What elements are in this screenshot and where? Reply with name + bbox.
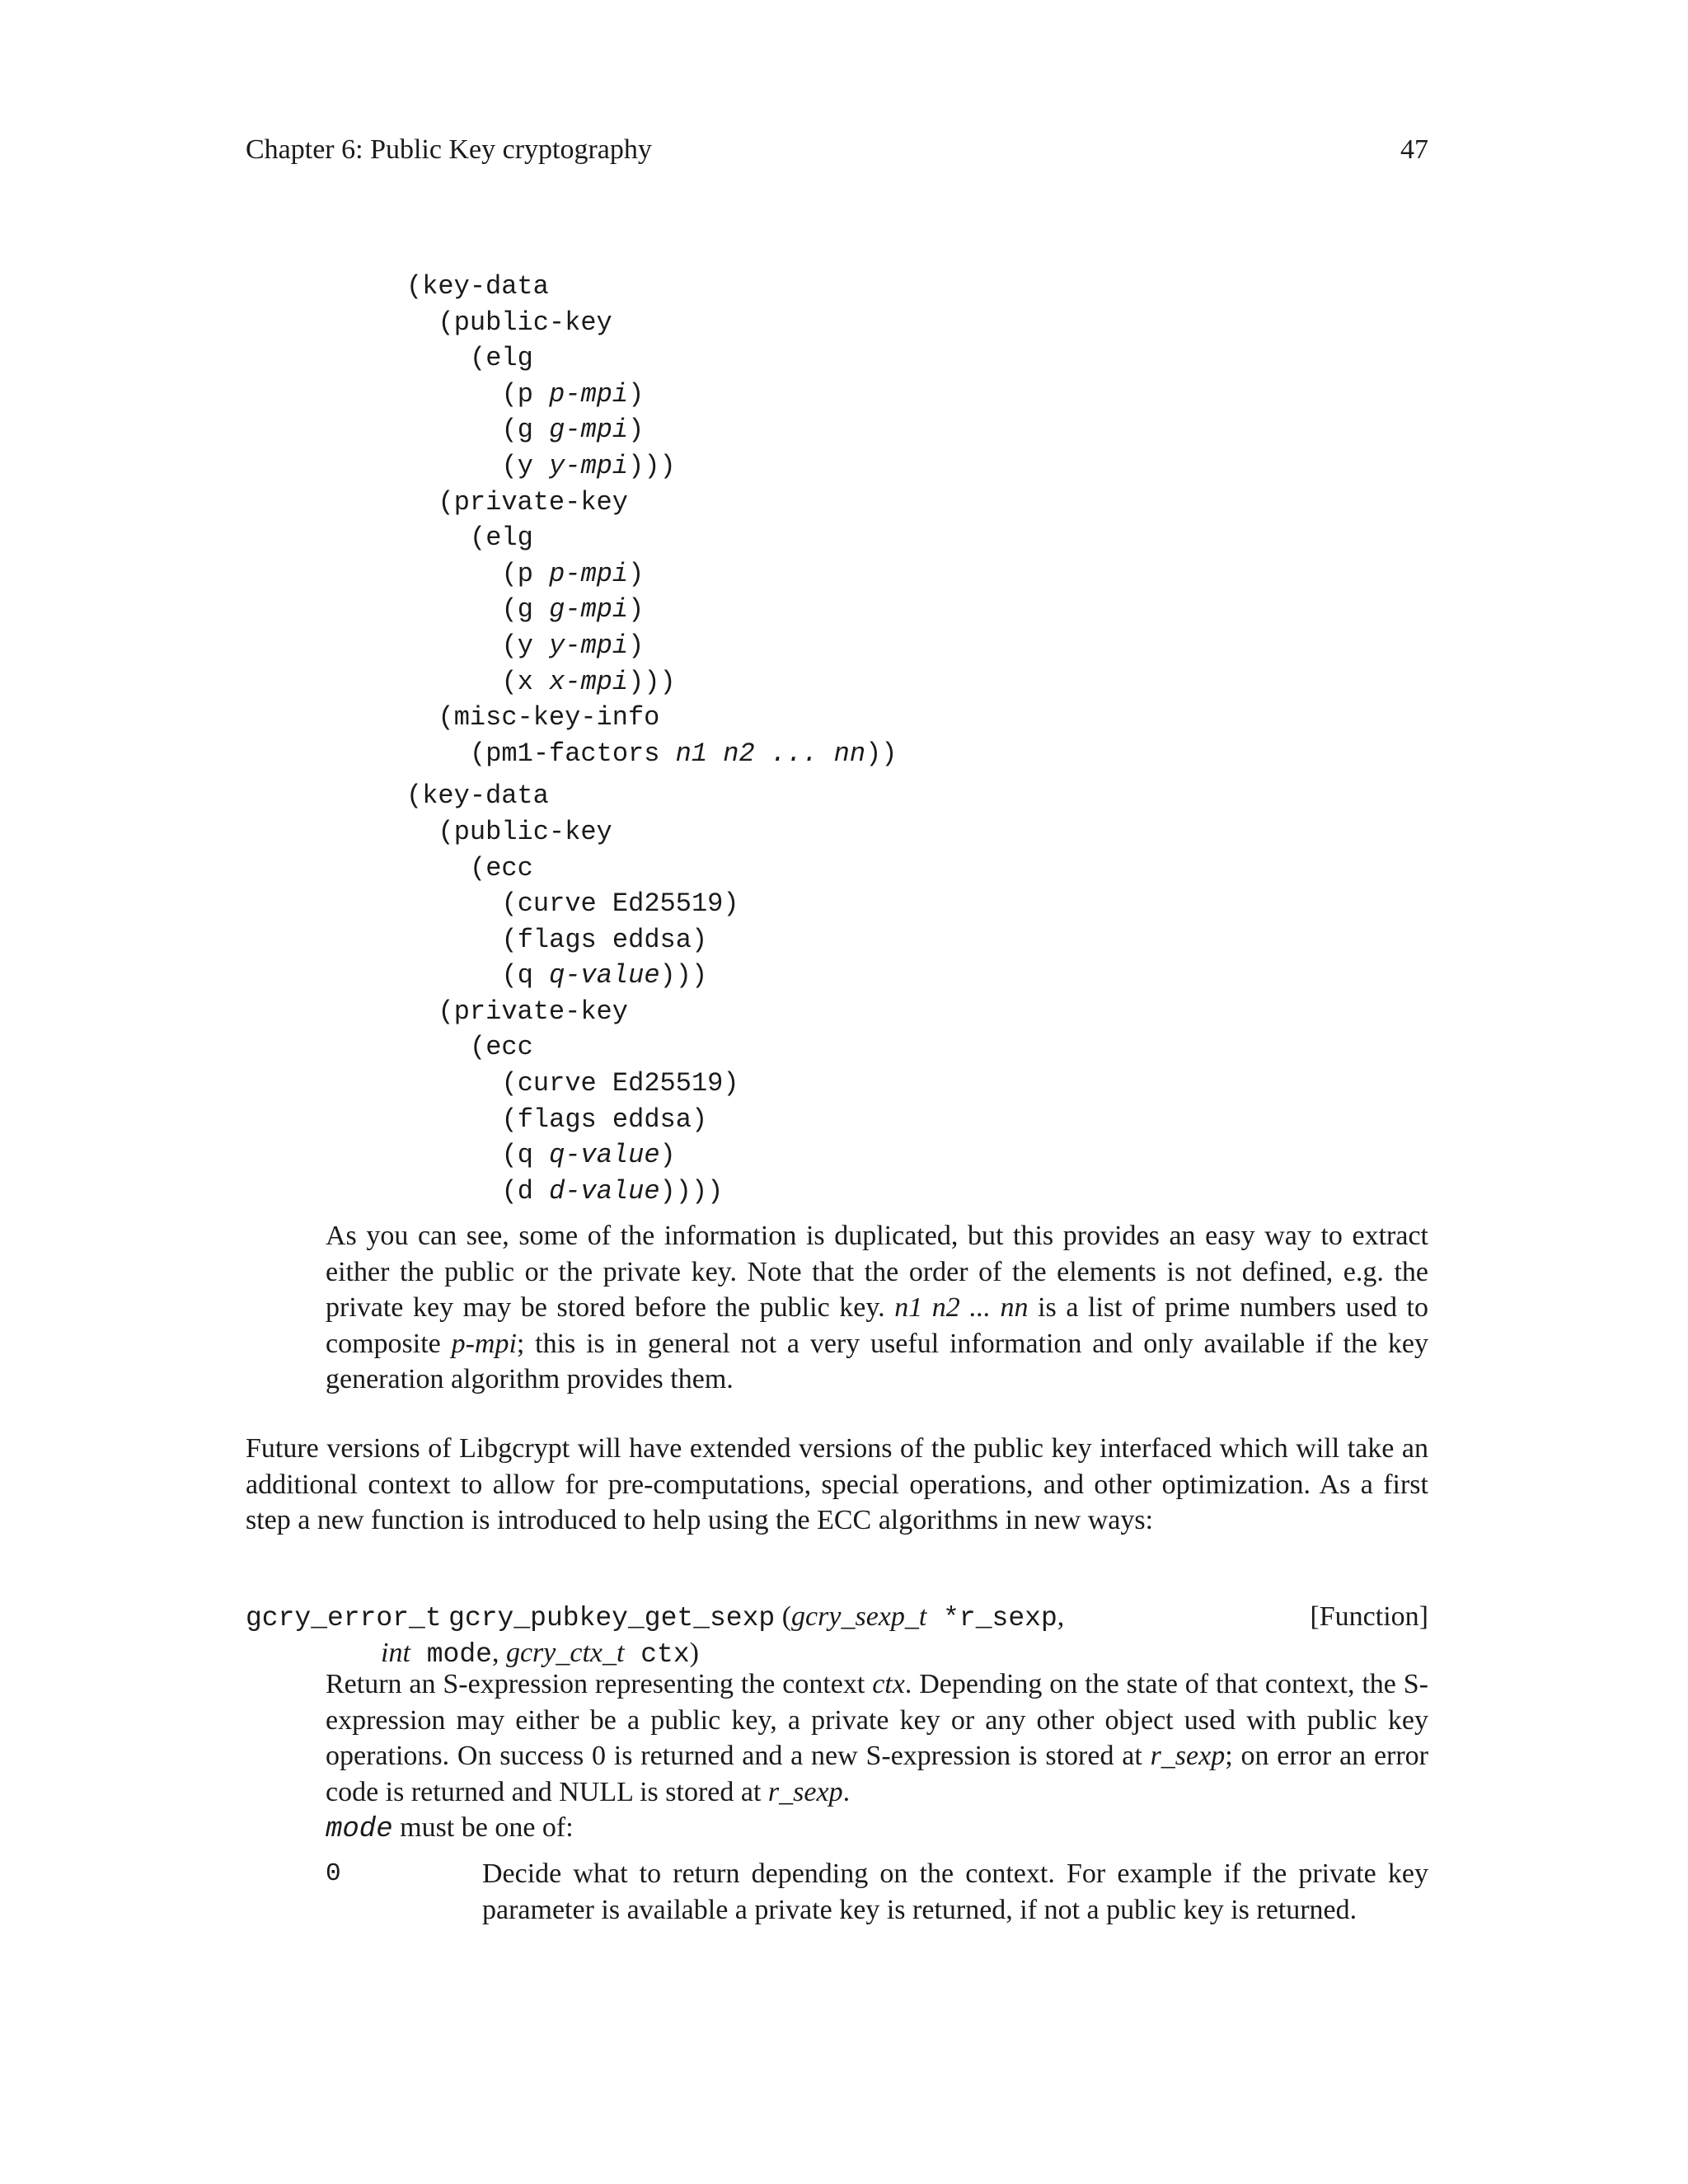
code-line xyxy=(438,700,865,736)
code-line xyxy=(502,556,929,593)
n-list-ref: n1 n2 ... nn xyxy=(894,1292,1029,1323)
ctx-ref: ctx xyxy=(872,1669,905,1699)
code-text: (public-key xyxy=(438,307,612,338)
code-placeholder: g-mpi xyxy=(549,415,629,446)
code-text: (p xyxy=(501,558,550,589)
page-number: 47 xyxy=(1400,134,1428,165)
return-type: gcry_error_t xyxy=(246,1603,442,1633)
code-closing: ))) xyxy=(659,960,708,991)
paragraph-duplication: As you can see, some of the information is duplicated, but this provides an easy way to extract either the public or the private key. Note that the order of the elements is not defined, e.g. the private key may be stored before the public key. n1 n2 ... nn is a list of prime numbers used to composite p-mpi; this is in general not a very useful information and only available if the key generation algorithm provides them. xyxy=(326,1221,1429,1394)
mode-ref: mode xyxy=(326,1814,393,1845)
code-line xyxy=(502,664,929,701)
code-text: (curve Ed25519) xyxy=(501,1068,739,1099)
arg2-name: mode xyxy=(410,1639,492,1670)
code-placeholder: p-mpi xyxy=(549,378,629,410)
code-text: (curve Ed25519) xyxy=(501,888,739,920)
code-closing: ) xyxy=(628,558,645,589)
code-example xyxy=(0,269,898,1209)
function-description: Return an S-expression representing the context ctx. Depending on the state of that context, the S-expression may either be a public key, a private key or any other object used with public key operations. On success 0 is returned and a new S-expression is stored at r_sexp; on error an error code is returned and NULL is stored at r_sexp. mode must be one of: xyxy=(326,1669,1429,1845)
code-line xyxy=(502,958,929,994)
code-line xyxy=(470,340,897,377)
function-signature: gcry_error_t gcry_pubkey_get_sexp (gcry_sexp_t *r_sexp, [Function] xyxy=(246,1599,1428,1635)
arg1-type: gcry_sexp_t xyxy=(791,1601,927,1632)
code-line xyxy=(438,485,865,521)
p-mpi-ref: p-mpi xyxy=(451,1328,517,1359)
code-text: (private-key xyxy=(438,996,628,1027)
code-line xyxy=(502,1102,929,1138)
code-text: (g xyxy=(501,594,550,626)
code-text: (ecc xyxy=(470,1032,533,1063)
code-placeholder: d-value xyxy=(549,1175,660,1207)
code-text: (g xyxy=(501,415,550,446)
code-placeholder: x-mpi xyxy=(549,666,629,697)
code-line xyxy=(502,1137,929,1174)
code-line xyxy=(470,851,897,887)
code-closing: )) xyxy=(865,738,898,769)
code-line xyxy=(438,305,865,341)
code-line xyxy=(502,448,929,485)
code-closing: ) xyxy=(659,1140,676,1171)
code-closing: ) xyxy=(628,630,645,661)
code-placeholder: q-value xyxy=(549,1140,660,1171)
code-line xyxy=(406,269,833,305)
code-closing: ) xyxy=(628,415,645,446)
arg3-name: ctx xyxy=(624,1639,690,1670)
code-closing: )))) xyxy=(659,1175,724,1207)
code-line xyxy=(502,922,929,958)
code-text: (q xyxy=(501,1140,550,1171)
arg2-type: int xyxy=(381,1638,410,1668)
code-text: (flags eddsa) xyxy=(501,1104,708,1135)
code-text: (pm1-factors xyxy=(470,738,676,769)
code-closing: ) xyxy=(628,378,645,410)
code-text: (y xyxy=(501,630,550,661)
code-text: (q xyxy=(501,960,550,991)
mode-value-description: Decide what to return depending on the context. For example if the private key parameter is available a private key is returned, if not a public key is returned. xyxy=(482,1858,1428,1925)
code-text: (d xyxy=(501,1175,550,1207)
code-line xyxy=(502,377,929,413)
code-text: (public-key xyxy=(438,816,612,847)
code-text: (ecc xyxy=(470,852,533,883)
code-text: (misc-key-info xyxy=(438,702,660,733)
code-placeholder: y-mpi xyxy=(549,450,629,481)
code-line xyxy=(470,520,897,556)
code-placeholder: g-mpi xyxy=(549,594,629,626)
code-line xyxy=(438,994,865,1030)
code-closing: ))) xyxy=(628,450,676,481)
mode-value-key: 0 xyxy=(326,1859,341,1888)
code-line xyxy=(438,814,865,851)
code-text: (p xyxy=(501,378,550,410)
code-text: (elg xyxy=(470,523,533,554)
code-text: (key-data xyxy=(406,271,549,302)
code-placeholder: n1 n2 ... nn xyxy=(675,738,866,769)
code-placeholder: y-mpi xyxy=(549,630,629,661)
r-sexp-ref-2: r_sexp xyxy=(767,1776,843,1807)
code-line xyxy=(502,412,929,448)
code-text: (private-key xyxy=(438,486,628,518)
paragraph-future-versions: Future versions of Libgcrypt will have extended versions of the public key interfaced which will take an additional context to allow for pre-computations, special operations, and other optimization. As a first step a new function is introduced to help using the ECC algorithms in new ways: xyxy=(246,1433,1428,1535)
arg1-name: *r_sexp xyxy=(926,1603,1057,1633)
code-closing: ) xyxy=(628,594,645,626)
chapter-title: Chapter 6: Public Key cryptography xyxy=(246,134,652,165)
code-placeholder: p-mpi xyxy=(549,558,629,589)
code-line xyxy=(502,628,929,664)
code-line xyxy=(470,1029,897,1066)
code-line xyxy=(406,778,833,814)
code-text: (y xyxy=(501,450,550,481)
function-name: gcry_pubkey_get_sexp xyxy=(448,1603,776,1633)
code-line xyxy=(502,886,929,922)
code-line xyxy=(502,1066,929,1102)
code-text: (flags eddsa) xyxy=(501,924,708,955)
code-line xyxy=(502,592,929,628)
code-line xyxy=(502,1174,929,1210)
code-placeholder: q-value xyxy=(549,960,660,991)
function-signature-continued: int mode, gcry_ctx_t ctx) xyxy=(381,1638,699,1670)
definition-kind: [Function] xyxy=(1310,1601,1428,1632)
page-header xyxy=(246,130,1428,170)
code-closing: ))) xyxy=(628,666,676,697)
arg3-type: gcry_ctx_t xyxy=(505,1638,625,1668)
code-text: (elg xyxy=(470,343,533,374)
code-line xyxy=(470,736,897,772)
code-text: (key-data xyxy=(406,780,549,812)
code-text: (x xyxy=(501,666,550,697)
r-sexp-ref: r_sexp xyxy=(1150,1741,1226,1771)
